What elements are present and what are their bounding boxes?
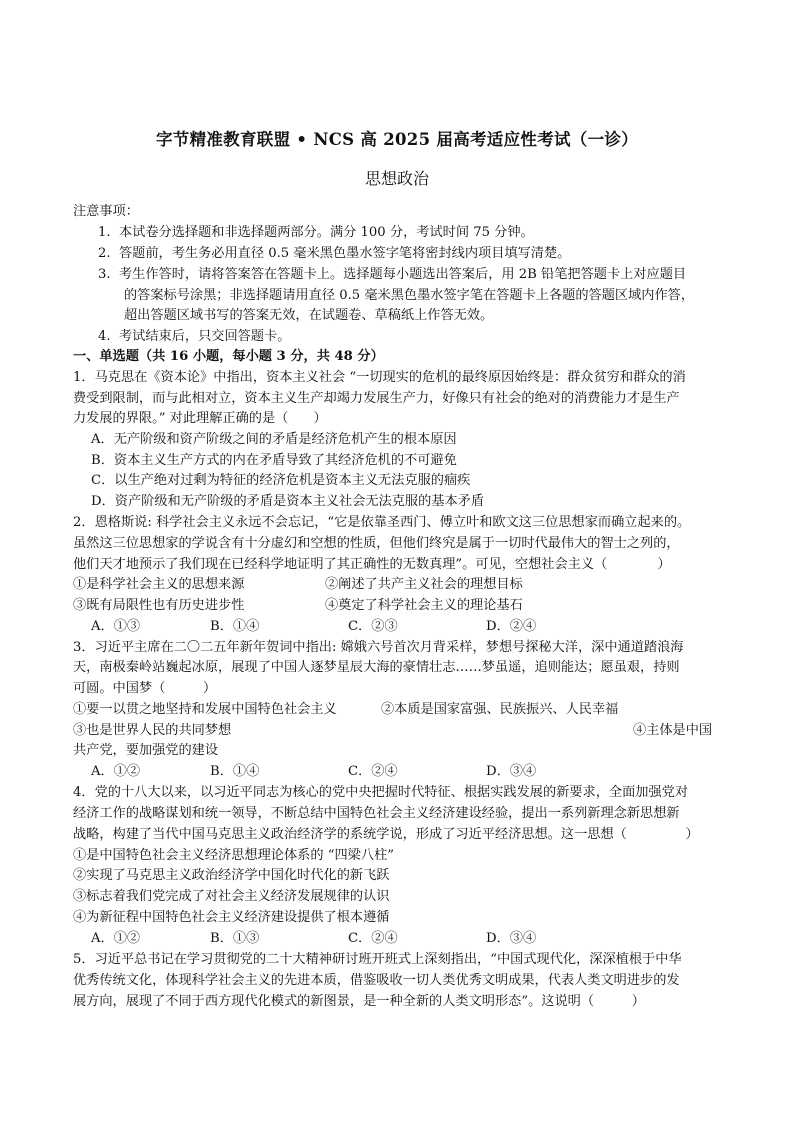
question-2-choice-c: C．②③ xyxy=(348,619,398,634)
question-5-text: 展方向，展现了不同于西方现代化模式的新图景，是一种全新的人类文明形态”。这说明（ ） xyxy=(73,994,645,1009)
notice-item-continued: 超出答题区域书写的答案无效，在试题卷、草稿纸上作答无效。 xyxy=(124,308,494,323)
question-4-statement: ④为新征程中国特色社会主义经济建设提供了根本遵循 xyxy=(73,910,390,925)
question-4-text: 4．党的十八大以来，以习近平同志为核心的党中央把握时代特征、根据实践发展的新要求，全面加强党对 xyxy=(73,785,689,800)
section-heading: 一、单选题（共 16 小题，每小题 3 分，共 48 分） xyxy=(73,349,384,364)
notice-item: 4. 考试结束后，只交回答题卡。 xyxy=(98,329,291,344)
notice-item: 2. 答题前，考生务必用直径 0.5 毫米黑色墨水签字笔将密封线内项目填写清楚。 xyxy=(98,246,571,261)
question-4-statement: ③标志着我们党完成了对社会主义经济发展规律的认识 xyxy=(73,889,390,904)
question-3-choice-b: B．①④ xyxy=(210,764,260,779)
question-3-statement-continued: 共产党，要加强党的建设 xyxy=(73,743,219,758)
question-1-option-d: D．资产阶级和无产阶级的矛盾是资本主义社会无法克服的基本矛盾 xyxy=(91,494,485,509)
notice-item: 3. 考生作答时，请将答案答在答题卡上。选择题每小题选出答案后，用 2B 铅笔把答题卡上对应题目 xyxy=(98,267,687,282)
question-3-statement: ④主体是中国 xyxy=(633,723,713,738)
notice-heading: 注意事项： xyxy=(73,204,139,219)
question-3-text: 3．习近平主席在二〇二五年新年贺词中指出: 嫦娥六号首次月背采样，梦想号探秘大洋，深中通道踏浪海 xyxy=(73,640,684,655)
question-1-text: 力发展的界限。” 对此理解正确的是（ ） xyxy=(73,411,327,426)
question-4-choice-a: A．①② xyxy=(91,931,141,946)
question-4-choice-d: D．③④ xyxy=(486,931,537,946)
question-1-option-c: C．以生产绝对过剩为特征的经济危机是资本主义无法克服的痼疾 xyxy=(91,473,471,488)
question-1-text: 1．马克思在《资本论》中指出，资本主义社会 “一切现实的危机的最终原因始终是：群众贫穷和群众的消 xyxy=(73,370,686,385)
question-2-statement: ①是科学社会主义的思想来源 xyxy=(73,577,245,592)
notice-item: 1. 本试卷分选择题和非选择题两部分。满分 100 分，考试时间 75 分钟。 xyxy=(98,225,534,240)
question-2-statement: ④奠定了科学社会主义的理论基石 xyxy=(325,598,523,613)
question-2-text: 2．恩格斯说: 科学社会主义永远不会忘记，“它是依靠圣西门、傅立叶和欧文这三位思想家而确立起来的。 xyxy=(73,515,691,530)
question-4-statement: ①是中国特色社会主义经济思想理论体系的 “四梁八柱” xyxy=(73,848,394,863)
question-2-choice-a: A．①③ xyxy=(91,619,141,634)
question-3-choice-c: C．②④ xyxy=(348,764,398,779)
question-2-text: 虽然这三位思想家的学说含有十分虚幻和空想的性质，但他们终究是属于一切时代最伟大的智士之列的， xyxy=(73,536,680,551)
question-2-text: 他们天才地预示了我们现在已经科学地证明了其正确性的无数真理”。可见，空想社会主义（ ） xyxy=(73,557,671,572)
question-3-text: 可圆。中国梦（ ） xyxy=(73,681,217,696)
question-4-text: 经济工作的战略谋划和统一领导，不断总结中国特色社会主义经济建设经验，提出一系列新理念新思想新 xyxy=(73,806,680,821)
question-3-statement: ②本质是国家富强、民族振兴、人民幸福 xyxy=(381,702,619,717)
question-4-choice-c: C．②④ xyxy=(348,931,398,946)
question-1-option-a: A．无产阶级和资产阶级之间的矛盾是经济危机产生的根本原因 xyxy=(91,432,457,447)
question-3-text: 天，南极秦岭站巍起冰原，展现了中国人逐梦星辰大海的豪情壮志……梦虽遥，追则能达；愿虽艰，持则 xyxy=(73,660,680,675)
question-1-option-b: B．资本主义生产方式的内在矛盾导致了其经济危机的不可避免 xyxy=(91,453,457,468)
question-2-statement: ③既有局限性也有历史进步性 xyxy=(73,598,245,613)
exam-title: 字节精准教育联盟 • NCS 高 2025 届高考适应性考试（一诊） xyxy=(155,130,639,149)
question-4-statement: ②实现了马克思主义政治经济学中国化时代化的新飞跃 xyxy=(73,868,390,883)
question-5-text: 优秀传统文化，体现科学社会主义的先进本质，借鉴吸收一切人类优秀文明成果，代表人类文明进步的发 xyxy=(73,973,680,988)
question-3-choice-d: D．③④ xyxy=(486,764,537,779)
subject-title: 思想政治 xyxy=(364,169,429,188)
question-2-choice-d: D．②④ xyxy=(486,619,537,634)
question-4-choice-b: B．①③ xyxy=(210,931,260,946)
question-3-choice-a: A．①② xyxy=(91,764,141,779)
question-2-statement: ②阐述了共产主义社会的理想目标 xyxy=(325,577,523,592)
question-1-text: 费受到限制，而与此相对立，资本主义生产却竭力发展生产力，好像只有社会的绝对的消费能力才是生产 xyxy=(73,391,680,406)
question-5-text: 5．习近平总书记在学习贯彻党的二十大精神研讨班开班式上深刻指出，“中国式现代化，深深植根于中华 xyxy=(73,952,682,967)
question-3-statement: ③也是世界人民的共同梦想 xyxy=(73,723,232,738)
question-2-choice-b: B．①④ xyxy=(210,619,260,634)
question-4-text: 战略，构建了当代中国马克思主义政治经济学的系统学说，形成了习近平经济思想。这一思想（ ） xyxy=(73,827,699,842)
notice-item-continued: 的答案标号涂黑；非选择题请用直径 0.5 毫米黑色墨水签字笔在答题卡上各题的答题区域内作答， xyxy=(124,288,695,303)
question-3-statement: ①要一以贯之地坚持和发展中国特色社会主义 xyxy=(73,702,337,717)
